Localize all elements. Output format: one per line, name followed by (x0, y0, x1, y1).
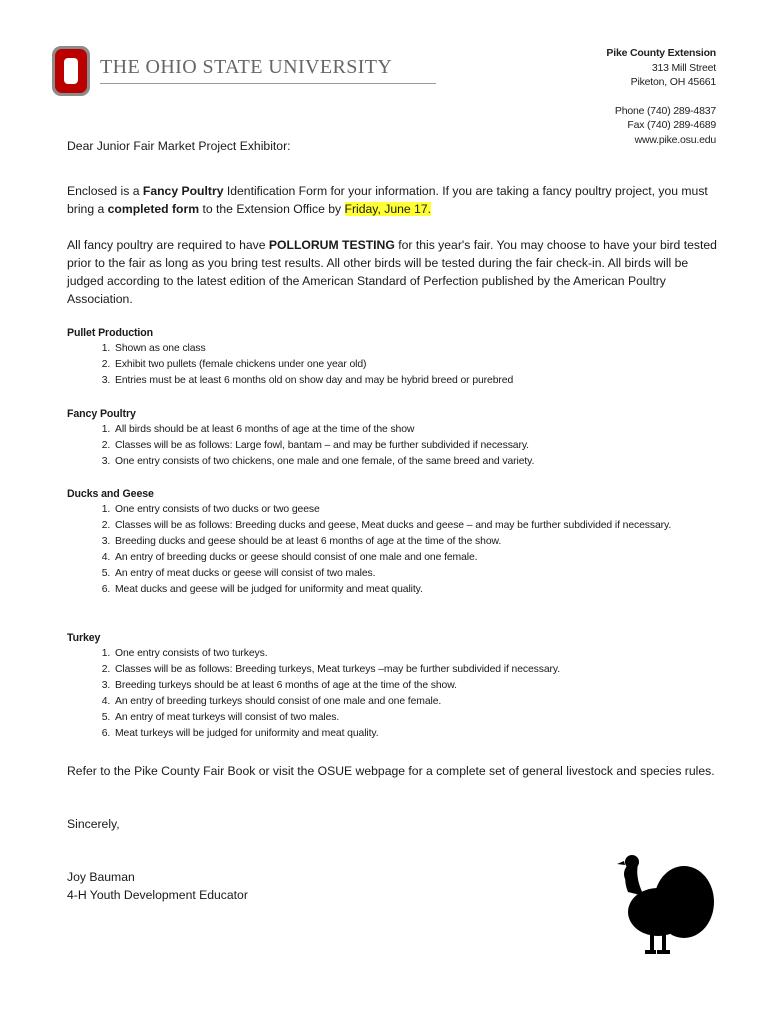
list-item: 5. An entry of meat turkeys will consist of two males. (113, 710, 717, 726)
list-item: 5. An entry of meat ducks or geese will consist of two males. (113, 566, 717, 582)
university-logo (52, 46, 392, 98)
salutation: Dear Junior Fair Market Project Exhibitor: (67, 139, 291, 153)
section-pullet-production (67, 325, 717, 389)
list-item: 2. Classes will be as follows: Breeding ducks and geese, Meat ducks and geese – and may be further subdivided if necessary. (113, 518, 717, 534)
office-name: Pike County Extension (606, 47, 716, 59)
list-item: 3. Breeding ducks and geese should be at least 6 months of age at the time of the show. (113, 534, 717, 550)
list-item: 1. All birds should be at least 6 months of age at the time of the show (113, 422, 717, 438)
intro-paragraph: Enclosed is a Fancy Poultry Identification Form for your information. If you are taking a fancy poultry project, you must bring a completed form to the Extension Office by Friday, June 17. (67, 184, 708, 216)
completed-form-bold: completed form (107, 202, 200, 216)
fax-number: Fax (740) 289-4689 (627, 119, 716, 131)
section-title: Turkey (67, 632, 101, 644)
university-name (100, 56, 392, 79)
list-item: 1. One entry consists of two ducks or two geese (113, 502, 717, 518)
rules-list (67, 341, 717, 389)
turkey-silhouette-icon (612, 852, 718, 958)
rules-list (67, 646, 717, 742)
list-item: 6. Meat ducks and geese will be judged for uniformity and meat quality. (113, 582, 717, 598)
list-item: 4. An entry of breeding ducks or geese should consist of one male and one female. (113, 550, 717, 566)
signer-title: 4-H Youth Development Educator (67, 888, 248, 902)
street-address: 313 Mill Street (651, 61, 716, 74)
deadline-highlight: Friday, June 17. (344, 202, 431, 216)
list-item: 4. An entry of breeding turkeys should consist of one male and one female. (113, 694, 717, 710)
list-item: 1. One entry consists of two turkeys. (113, 646, 717, 662)
list-item: 3. One entry consists of two chickens, one male and one female, of the same breed and variety. (113, 454, 717, 470)
list-item: 1. Shown as one class (113, 341, 717, 357)
list-item: 2. Classes will be as follows: Breeding turkeys, Meat turkeys –may be further subdivided if necessary. (113, 662, 717, 678)
pollorum-testing-bold: POLLORUM TESTING (268, 238, 395, 252)
section-turkey (67, 630, 717, 742)
university-name-text: THE OHIO STATE UNIVERSITY (100, 56, 393, 78)
section-title: Pullet Production (67, 327, 153, 339)
city-state-zip: Piketon, OH 45661 (630, 76, 716, 88)
list-item: 3. Breeding turkeys should be at least 6 months of age at the time of the show. (113, 678, 717, 694)
list-item: 2. Exhibit two pullets (female chickens under one year old) (113, 357, 717, 373)
signer-name: Joy Bauman (67, 870, 135, 884)
list-item: 2. Classes will be as follows: Large fowl, bantam – and may be further subdivided if necessary. (113, 438, 717, 454)
sign-off: Sincerely, (67, 817, 120, 831)
list-item: 6. Meat turkeys will be judged for uniformity and meat quality. (113, 726, 717, 742)
address-block (606, 46, 716, 147)
section-ducks-and-geese (67, 486, 717, 598)
rules-list (67, 502, 717, 598)
block-o-icon (52, 46, 90, 96)
section-title: Ducks and Geese (67, 488, 154, 500)
closing-paragraph: Refer to the Pike County Fair Book or visit the OSUE webpage for a complete set of general livestock and species rules. (67, 764, 715, 778)
phone-number: Phone (740) 289-4837 (614, 104, 716, 117)
section-title: Fancy Poultry (67, 408, 136, 420)
website: www.pike.osu.edu (634, 133, 716, 146)
section-fancy-poultry (67, 406, 717, 470)
fancy-poultry-bold: Fancy Poultry (142, 184, 224, 198)
logo-rule (100, 83, 436, 84)
testing-paragraph: All fancy poultry are required to have POLLORUM TESTING for this year's fair. You may choose to have your bird tested prior to the fair as long as you bring test results. All other birds will be tested during the fair check-in. All birds will be judged according to the latest edition of the American Standard of Perfection published by the American Poultry Association. (67, 238, 717, 306)
rules-list (67, 422, 717, 470)
list-item: 3. Entries must be at least 6 months old on show day and may be hybrid breed or purebred (113, 373, 717, 389)
